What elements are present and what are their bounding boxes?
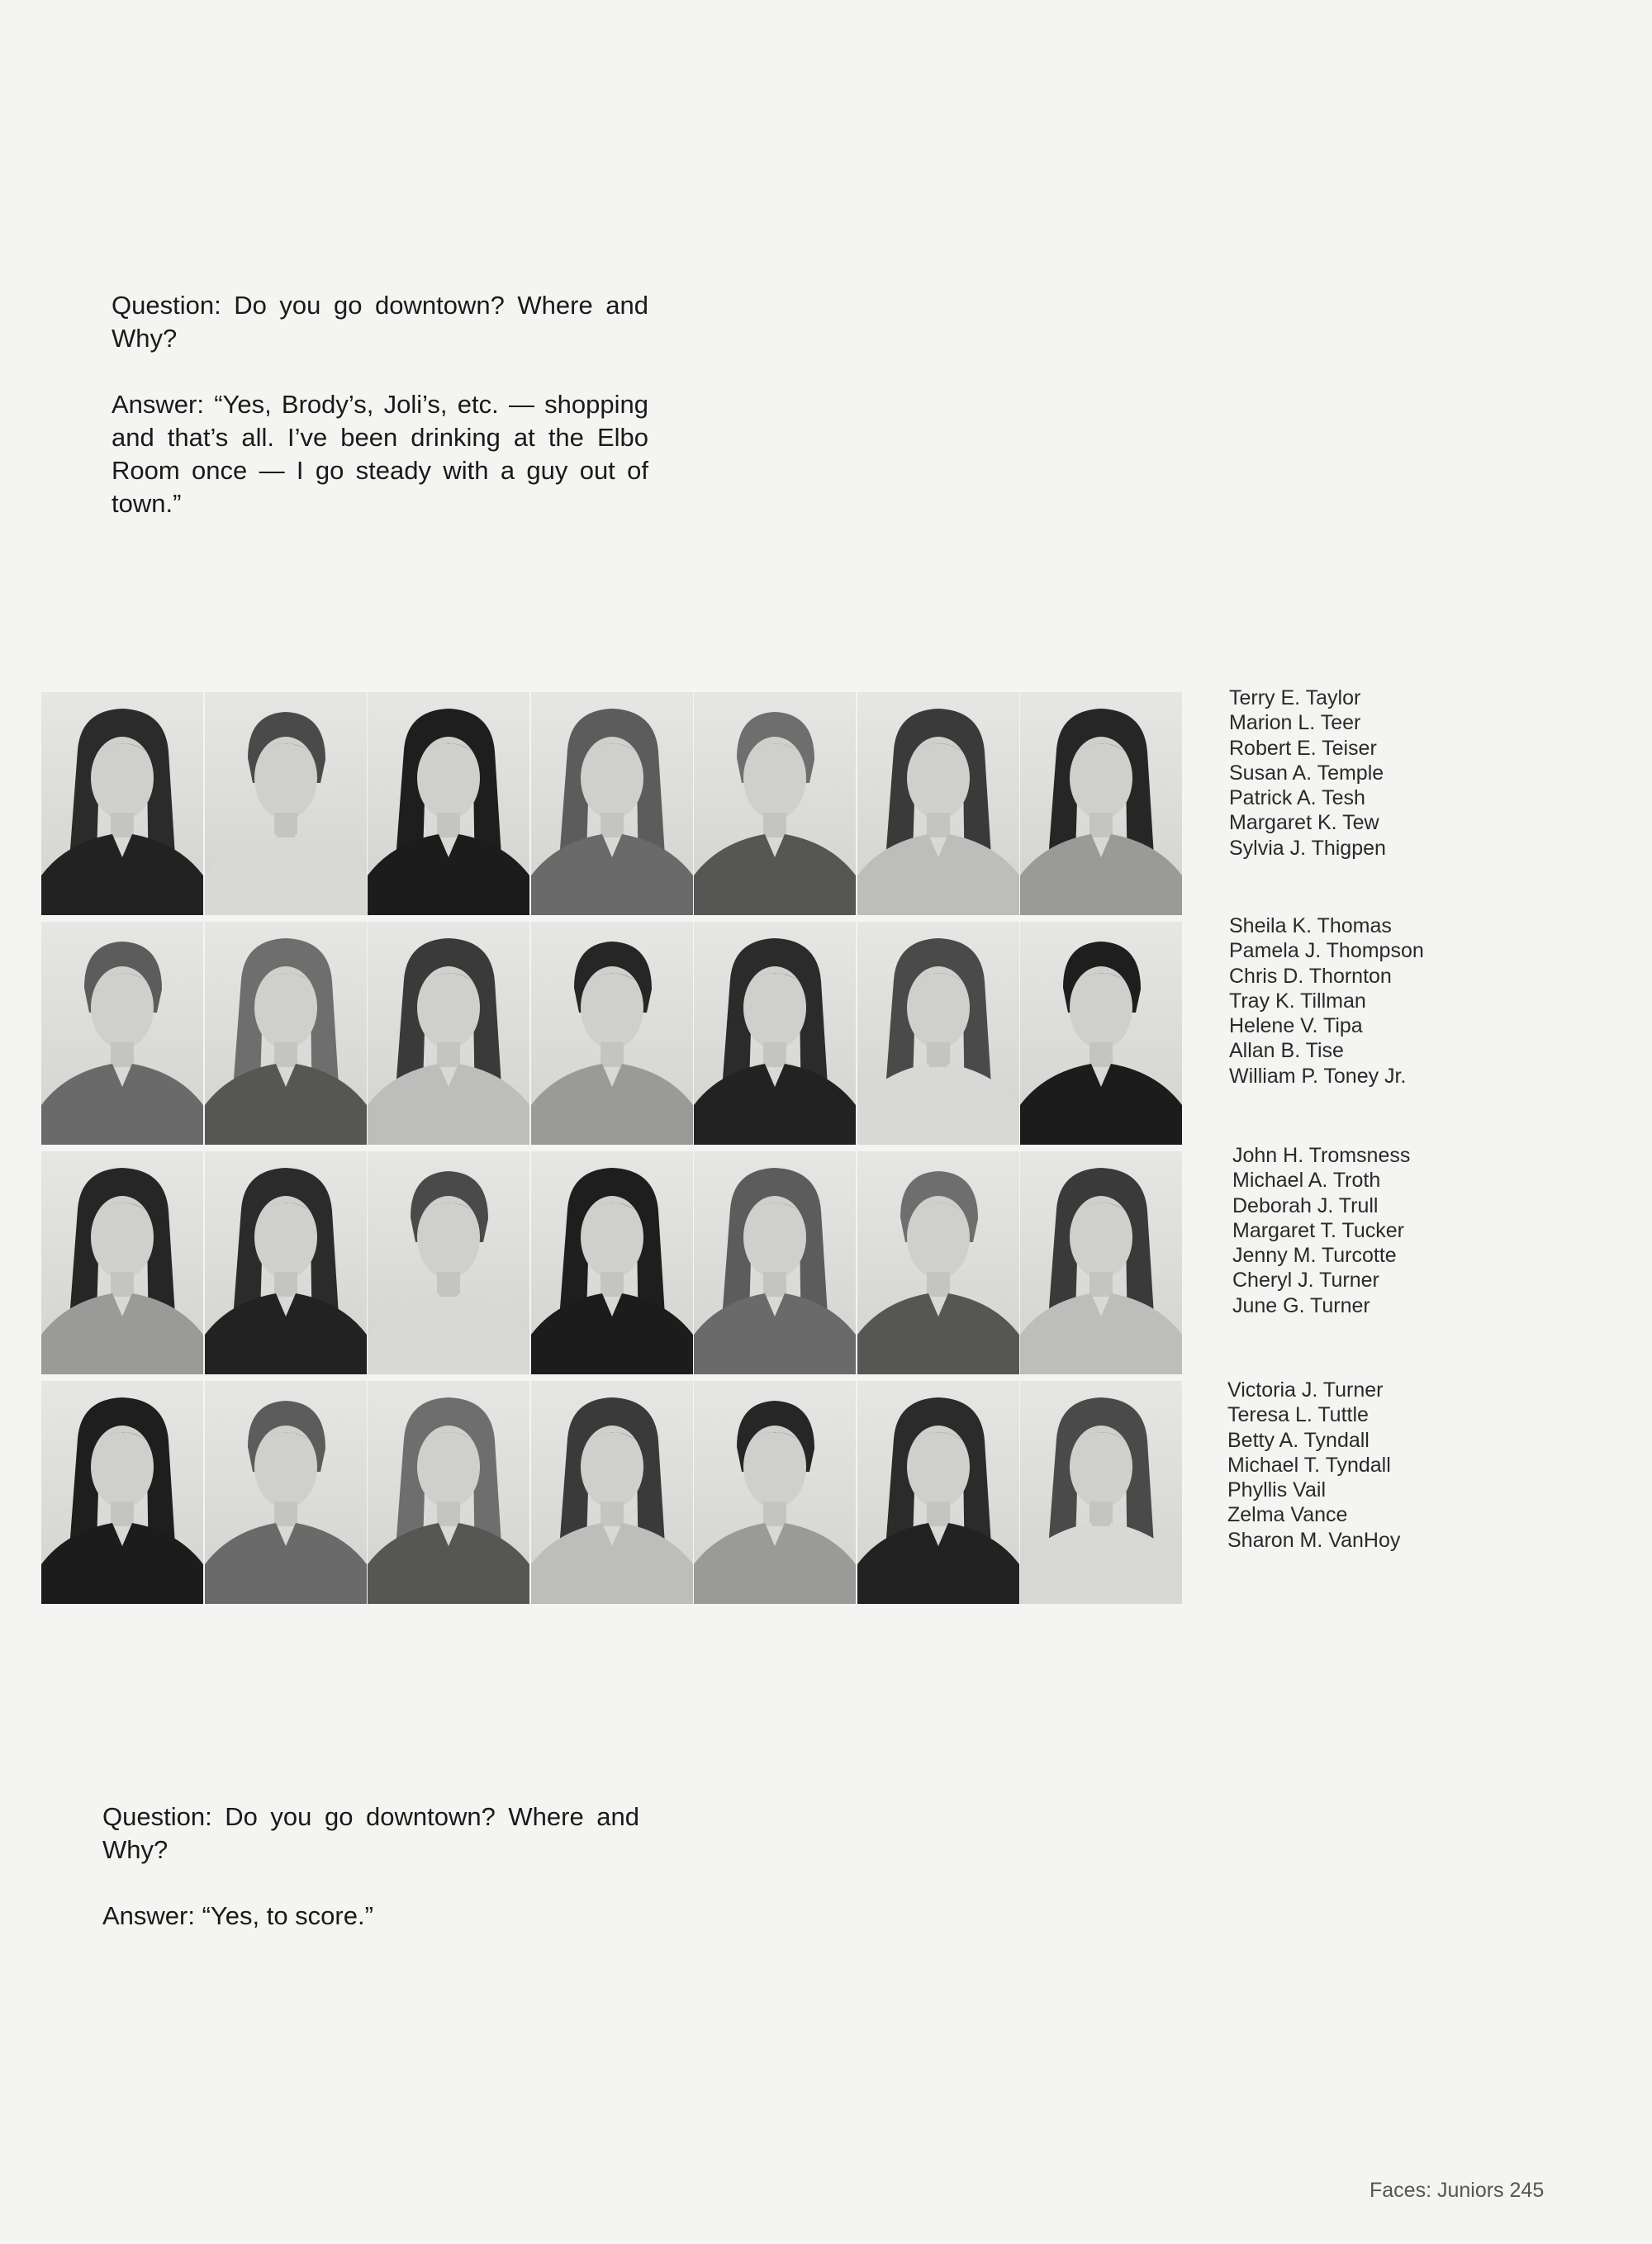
student-name: Zelma Vance [1227,1503,1348,1527]
student-name: Allan B. Tise [1229,1039,1344,1063]
student-name: Susan A. Temple [1229,761,1384,785]
portrait-grid [41,692,1194,1611]
question-text: Question: Do you go downtown? Where and Why? [112,291,648,353]
answer-text: Answer: “Yes, to score.” [102,1901,373,1930]
portrait-photo [694,922,856,1145]
name-list-row-1 [1229,686,1386,861]
student-name: Victoria J. Turner [1227,1378,1384,1402]
portrait-photo [41,1381,203,1604]
page-footer: Faces: Juniors 245 [1370,2179,1545,2202]
portrait-photo [694,1381,856,1604]
portrait-photo [1020,1381,1182,1604]
student-name: Robert E. Teiser [1229,736,1377,760]
student-name: Sharon M. VanHoy [1227,1528,1401,1552]
portrait-photo [41,1151,203,1374]
portrait-photo [368,692,529,915]
student-name: Helene V. Tipa [1229,1014,1363,1038]
student-name: Margaret K. Tew [1229,811,1379,835]
portrait-row [41,922,1194,1145]
answer-text: Answer: “Yes, Brody’s, Joli’s, etc. — shopping and that’s all. I’ve been drinking at the Elbo Room once — I go steady with a guy out of town.” [112,390,648,518]
student-name: Betty A. Tyndall [1227,1428,1370,1452]
portrait-photo [205,692,367,915]
student-name: Cheryl J. Turner [1232,1269,1379,1293]
name-list-row-3 [1232,1143,1410,1318]
student-name: Tray K. Tillman [1229,989,1366,1013]
portrait-photo [368,922,529,1145]
student-name: Michael A. Troth [1232,1169,1381,1193]
quote-bottom [102,1800,639,1933]
portrait-photo [205,1381,367,1604]
portrait-photo [531,1151,693,1374]
student-name: Marion L. Teer [1229,711,1361,735]
portrait-photo [531,692,693,915]
portrait-photo [694,1151,856,1374]
portrait-photo [857,1381,1019,1604]
question-text: Question: Do you go downtown? Where and Why? [102,1802,639,1864]
portrait-photo [1020,1151,1182,1374]
student-name: Margaret T. Tucker [1232,1218,1404,1242]
student-name: Michael T. Tyndall [1227,1453,1391,1477]
portrait-photo [531,922,693,1145]
student-name: June G. Turner [1232,1293,1370,1317]
student-name: Patrick A. Tesh [1229,786,1365,810]
student-name: Teresa L. Tuttle [1227,1403,1369,1427]
student-name: Sylvia J. Thigpen [1229,836,1386,860]
student-name: Pamela J. Thompson [1229,939,1424,963]
student-name: Sheila K. Thomas [1229,914,1392,937]
student-name: Jenny M. Turcotte [1232,1244,1397,1268]
portrait-photo [41,922,203,1145]
portrait-row [41,692,1194,915]
portrait-row [41,1151,1194,1374]
student-name: William P. Toney Jr. [1229,1064,1407,1088]
student-name: Deborah J. Trull [1232,1193,1379,1217]
quote-top [112,289,648,520]
portrait-photo [531,1381,693,1604]
portrait-photo [857,1151,1019,1374]
portrait-photo [41,692,203,915]
portrait-row [41,1381,1194,1604]
portrait-photo [694,692,856,915]
name-list-row-4 [1227,1378,1400,1553]
name-list-row-2 [1229,913,1424,1089]
student-name: Terry E. Taylor [1229,686,1361,709]
portrait-photo [368,1151,529,1374]
portrait-photo [857,922,1019,1145]
student-name: Phyllis Vail [1227,1478,1327,1502]
student-name: Chris D. Thornton [1229,964,1392,988]
portrait-photo [1020,692,1182,915]
portrait-photo [205,1151,367,1374]
student-name: John H. Tromsness [1232,1144,1411,1167]
portrait-photo [205,922,367,1145]
portrait-photo [1020,922,1182,1145]
portrait-photo [368,1381,529,1604]
portrait-photo [857,692,1019,915]
